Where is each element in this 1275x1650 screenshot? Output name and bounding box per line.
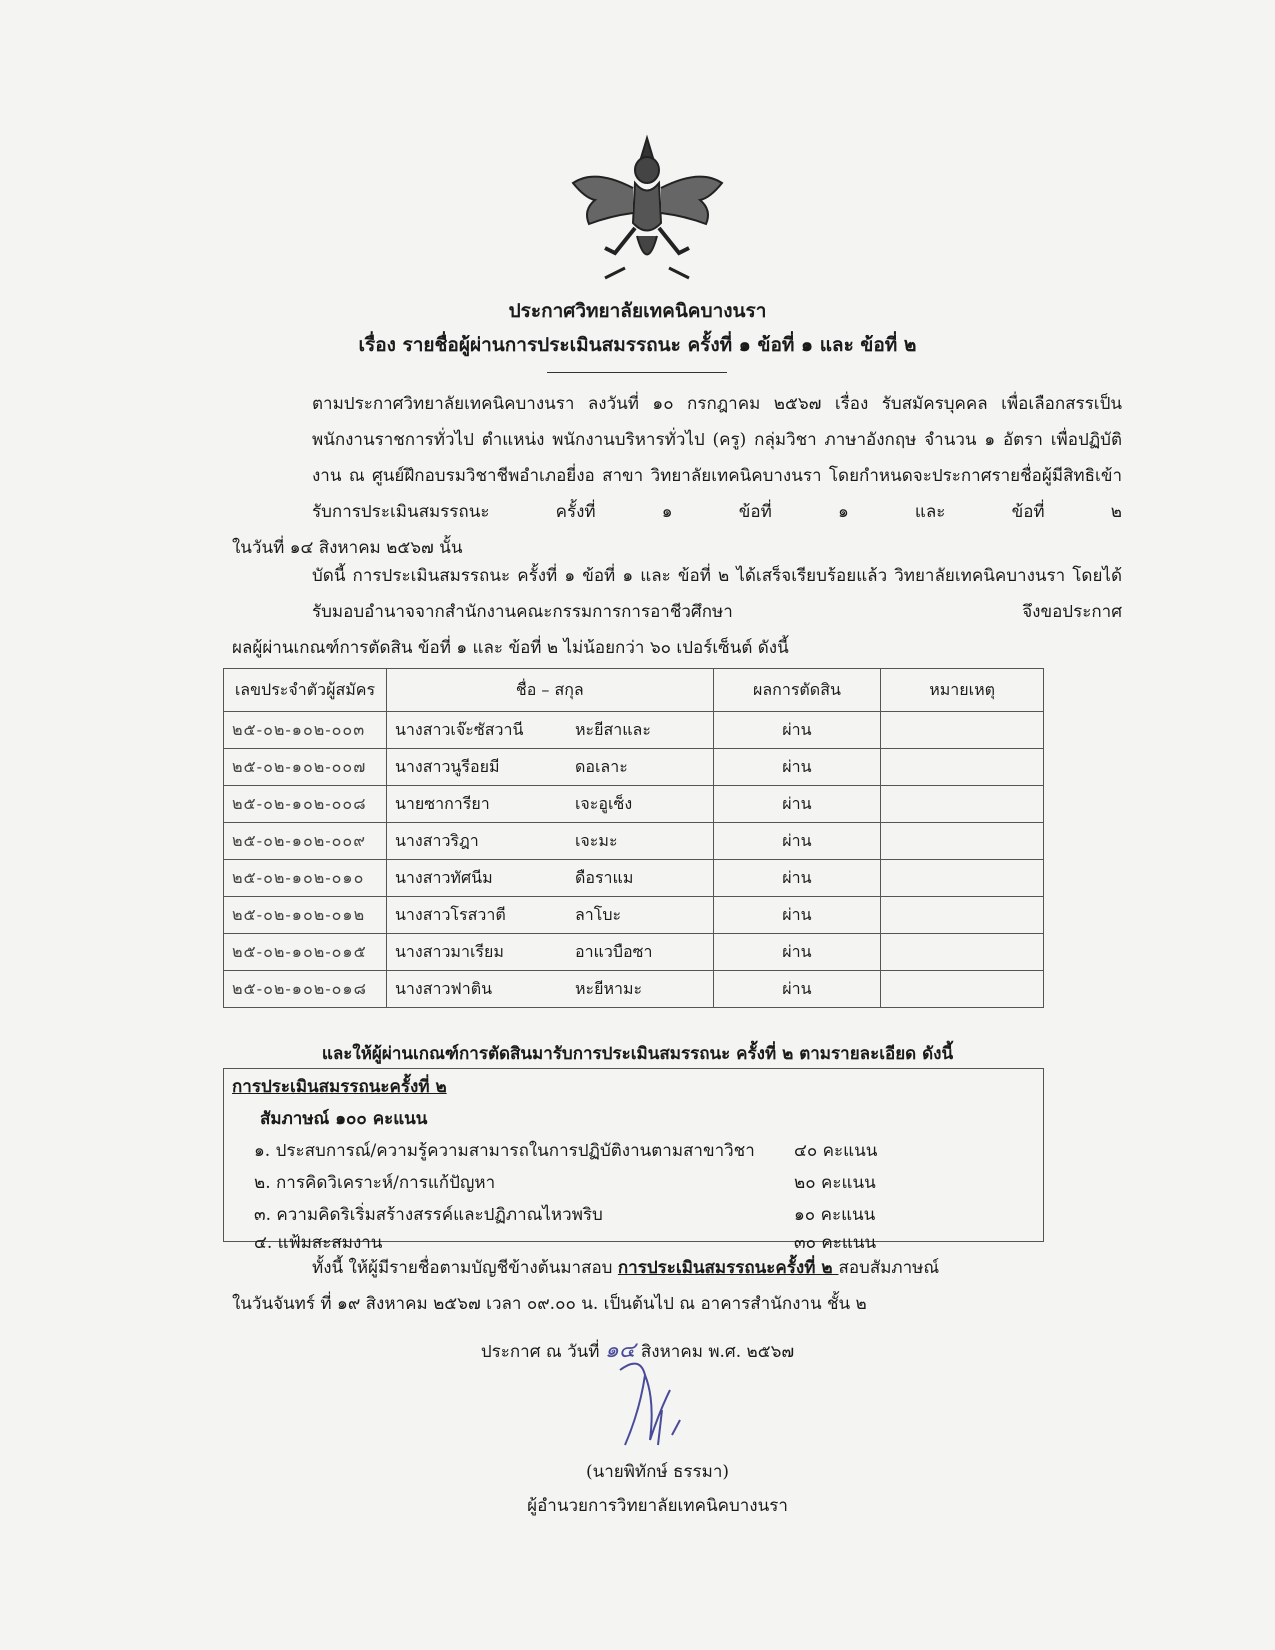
- closing-line-1: [232, 1250, 1042, 1286]
- first-name: นางสาวทัศนีม: [394, 867, 493, 887]
- remark: [881, 971, 1044, 1008]
- handwritten-day: ๑๔: [604, 1338, 636, 1363]
- first-name: นางสาวนูรีอยมี: [394, 756, 500, 776]
- round2-criteria-box: [223, 1068, 1044, 1253]
- paragraph-result-last-line: ผลผู้ผ่านเกณฑ์การตัดสิน ข้อที่ ๑ และ ข้อที่ ๒ ไม่น้อยกว่า ๖๐ เปอร์เซ็นต์ ดังนี้: [232, 638, 789, 658]
- document-title: ประกาศวิทยาลัยเทคนิคบางนรา: [508, 300, 767, 322]
- table-row: [224, 712, 1044, 749]
- result: ผ่าน: [713, 897, 881, 934]
- applicant-name: [386, 934, 713, 971]
- first-name: นางสาวเจ๊ะซัสวานี: [394, 719, 524, 739]
- last-name: หะยีหามะ: [574, 978, 643, 998]
- table-row: [224, 786, 1044, 823]
- handwritten-signature: [600, 1350, 710, 1460]
- applicant-id: ๒๕-๐๒-๑๐๒-๐๐๓: [224, 712, 387, 749]
- paragraph-background: [232, 386, 1122, 566]
- applicant-id: ๒๕-๐๒-๑๐๒-๐๐๙: [224, 823, 387, 860]
- garuda-emblem-icon: [565, 128, 730, 293]
- paragraph-background-text: ตามประกาศวิทยาลัยเทคนิคบางนรา ลงวันที่ ๑๐ กรกฎาคม ๒๕๖๗ เรื่อง รับสมัครบุคคล เพื่อเลือกสรรเป็นพนักงานราชการทั่วไป ตำแหน่ง พนักงานบริหารทั่วไป (ครู) กลุ่มวิชา ภาษาอังกฤษ จำนวน ๑ อัตรา เพื่อปฏิบัติงาน ณ ศูนย์ฝึกอบรมวิชาชีพอำเภอยี่งอ สาขา วิทยาลัยเทคนิคบางนรา โดยกำหนดจะประกาศรายชื่อผู้มีสิทธิเข้ารับการประเมินสมรรถนะ ครั้งที่ ๑ ข้อที่ ๑ และ ข้อที่ ๒: [312, 394, 1122, 522]
- document-subject: เรื่อง รายชื่อผู้ผ่านการประเมินสมรรถนะ ครั้งที่ ๑ ข้อที่ ๑ และ ข้อที่ ๒: [358, 334, 917, 356]
- table-row: [224, 749, 1044, 786]
- last-name: ลาโบะ: [574, 904, 622, 924]
- remark: [881, 897, 1044, 934]
- table-row: [224, 971, 1044, 1008]
- paragraph-result: [232, 558, 1122, 666]
- first-name: นายซาการียา: [394, 793, 490, 813]
- header-applicant-id: เลขประจำตัวผู้สมัคร: [224, 669, 387, 712]
- applicant-id: ๒๕-๐๒-๑๐๒-๐๐๘: [224, 786, 387, 823]
- applicant-id: ๒๕-๐๒-๑๐๒-๐๑๕: [224, 934, 387, 971]
- last-name: หะยีสาและ: [574, 719, 651, 739]
- closing-paragraph: [232, 1250, 1042, 1322]
- last-name: ดือราแม: [574, 867, 634, 887]
- round2-intro: และให้ผู้ผ่านเกณฑ์การตัดสินมารับการประเมินสมรรถนะ ครั้งที่ ๒ ตามรายละเอียด ดังนี้: [321, 1044, 954, 1064]
- result: ผ่าน: [713, 712, 881, 749]
- criteria-label: ๒. การคิดวิเคราะห์/การแก้ปัญหา: [254, 1173, 496, 1193]
- header-remark: หมายเหตุ: [881, 669, 1044, 712]
- result: ผ่าน: [713, 786, 881, 823]
- remark: [881, 712, 1044, 749]
- paragraph-background-last-line: ในวันที่ ๑๔ สิงหาคม ๒๕๖๗ นั้น: [232, 538, 463, 558]
- criteria-score: ๑๐ คะแนน: [794, 1205, 876, 1225]
- remark: [881, 786, 1044, 823]
- last-name: เจะมะ: [574, 830, 618, 850]
- declaration-post: สิงหาคม พ.ศ. ๒๕๖๗: [635, 1342, 795, 1362]
- interview-total: สัมภาษณ์ ๑๐๐ คะแนน: [260, 1109, 428, 1129]
- applicant-name: [386, 823, 713, 860]
- closing-pre: ทั้งนี้ ให้ผู้มีรายชื่อตามบัญชีข้างต้นมาสอบ: [312, 1258, 618, 1278]
- criteria-item: [254, 1137, 894, 1164]
- applicant-id: ๒๕-๐๒-๑๐๒-๐๑๒: [224, 897, 387, 934]
- applicant-name: [386, 749, 713, 786]
- paragraph-result-text: บัดนี้ การประเมินสมรรถนะ ครั้งที่ ๑ ข้อที่ ๑ และ ข้อที่ ๒ ได้เสร็จเรียบร้อยแล้ว วิทยาลัยเทคนิคบางนรา โดยได้รับมอบอำนาจจากสำนักงานคณะกรรมการการอาชีวศึกษา จึงขอประกาศ: [312, 566, 1122, 622]
- criteria-score: ๓๐ คะแนน: [794, 1233, 877, 1253]
- criteria-item: [254, 1201, 894, 1228]
- criteria-label: ๔. แฟ้มสะสมงาน: [254, 1233, 383, 1253]
- criteria-item: [254, 1169, 894, 1196]
- criteria-score: ๔๐ คะแนน: [794, 1141, 878, 1161]
- divider: [547, 372, 727, 373]
- result: ผ่าน: [713, 860, 881, 897]
- result: ผ่าน: [713, 749, 881, 786]
- result: ผ่าน: [713, 934, 881, 971]
- closing-post: สอบสัมภาษณ์: [838, 1258, 940, 1278]
- header-name: ชื่อ – สกุล: [386, 669, 713, 712]
- first-name: นางสาวริฎา: [394, 830, 479, 850]
- table-row: [224, 823, 1044, 860]
- signer-name: (นายพิทักษ์ ธรรมา): [585, 1462, 730, 1482]
- table-row: [224, 860, 1044, 897]
- round2-heading: การประเมินสมรรถนะครั้งที่ ๒: [232, 1077, 447, 1097]
- table-header-row: [224, 669, 1044, 712]
- result: ผ่าน: [713, 971, 881, 1008]
- applicant-id: ๒๕-๐๒-๑๐๒-๐๑๘: [224, 971, 387, 1008]
- first-name: นางสาวโรสวาตี: [394, 904, 506, 924]
- table-row: [224, 934, 1044, 971]
- results-table: [223, 668, 1044, 1008]
- declaration-pre: ประกาศ ณ วันที่: [480, 1342, 605, 1362]
- last-name: ดอเลาะ: [574, 756, 628, 776]
- closing-line-2: ในวันจันทร์ ที่ ๑๙ สิงหาคม ๒๕๖๗ เวลา ๐๙.๐๐ น. เป็นต้นไป ณ อาคารสำนักงาน ชั้น ๒: [232, 1294, 867, 1314]
- last-name: อาแวบือซา: [574, 941, 653, 961]
- remark: [881, 934, 1044, 971]
- criteria-label: ๓. ความคิดริเริ่มสร้างสรรค์และปฏิภาณไหวพริบ: [254, 1205, 603, 1225]
- table-row: [224, 897, 1044, 934]
- applicant-name: [386, 712, 713, 749]
- applicant-name: [386, 786, 713, 823]
- closing-emphasis: การประเมินสมรรถนะครั้งที่ ๒: [617, 1258, 839, 1278]
- applicant-name: [386, 971, 713, 1008]
- criteria-score: ๒๐ คะแนน: [794, 1173, 876, 1193]
- result: ผ่าน: [713, 823, 881, 860]
- remark: [881, 860, 1044, 897]
- remark: [881, 823, 1044, 860]
- applicant-name: [386, 897, 713, 934]
- applicant-id: ๒๕-๐๒-๑๐๒-๐๑๐: [224, 860, 387, 897]
- last-name: เจะอูเซ็ง: [574, 793, 633, 813]
- criteria-label: ๑. ประสบการณ์/ความรู้ความสามารถในการปฏิบัติงานตามสาขาวิชา: [254, 1141, 755, 1161]
- first-name: นางสาวฟาติน: [394, 978, 493, 998]
- signer-position: ผู้อำนวยการวิทยาลัยเทคนิคบางนรา: [527, 1496, 788, 1516]
- first-name: นางสาวมาเรียม: [394, 941, 504, 961]
- applicant-name: [386, 860, 713, 897]
- applicant-id: ๒๕-๐๒-๑๐๒-๐๐๗: [224, 749, 387, 786]
- header-result: ผลการตัดสิน: [713, 669, 881, 712]
- remark: [881, 749, 1044, 786]
